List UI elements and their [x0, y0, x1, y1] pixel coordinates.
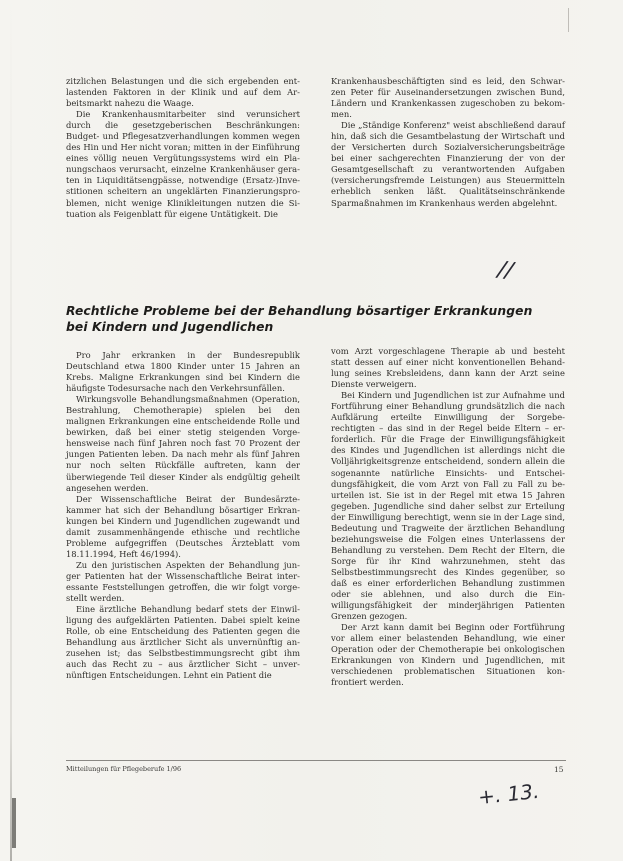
heading-line-2: bei Kindern und Jugendlichen	[66, 320, 274, 334]
top-right-column	[331, 76, 565, 209]
paragraph: Der Wissenschaftliche Beirat der Bundesärztekammer hat sich der Behandlung bösartiger Erkrankungen bei Kindern und Jugendlichen zugewandt und damit zusammenhängende ethische und rechtliche Probleme aufgegriffen (Deutsches Ärzteblatt vom 18.11.1994, Heft 46/1994).	[66, 493, 300, 559]
bottom-right-column	[331, 346, 565, 688]
paragraph: vom Arzt vorgeschlagene Therapie ab und besteht statt dessen auf einer nicht konventionellen Behandlung seines Krebsleidens, dann kann der Arzt seine Dienste verweigern.	[331, 346, 565, 390]
scan-corner-mark	[12, 798, 16, 848]
paragraph: Die Krankenhausmitarbeiter sind verunsichert durch die gesetzgeberischen Beschränkungen: Budget- und Pflegesatzverhandlungen kommen wegen des Hin und Her nicht voran; mitten in der Einführung eines völlig neuen Vergütungssystems wird ein Planungschaos verursacht, einzelne Krankenhäuser geraten in Liquiditätsengpässe, notwendige (Ersatz-)Investitionen scheitern an ungeklärten Finanzierungsproblemen, nicht wenige Klinikleitungen nutzen die Situation als Feigenblatt für eigene Untätigkeit. Die	[66, 109, 300, 219]
scan-top-mark	[568, 8, 569, 32]
scan-shadow	[10, 0, 12, 861]
handwritten-page-ref: +. 13.	[476, 778, 541, 810]
bottom-left-column	[66, 350, 300, 681]
paragraph: Wirkungsvolle Behandlungsmaßnahmen (Operation, Bestrahlung, Chemotherapie) spielen bei den malignen Erkrankungen eine entscheidende Rolle und bewirken, daß bei einer stetig steigenden Vorgehensweise nach fünf Jahren noch fast 70 Prozent der jungen Patienten leben. Da nach mehr als fünf Jahren nur noch selten Rückfälle auftreten, kann der überwiegende Teil dieser Kinder als endgültig geheilt angesehen werden.	[66, 394, 300, 493]
footer-divider	[66, 760, 566, 761]
paragraph: Der Arzt kann damit bei Beginn oder Fortführung vor allem einer belastenden Behandlung, wie einer Operation oder der Chemotherapie bei onkologischen Erkrankungen von Kindern und Jugendlichen, mit verschiedenen problematischen Situationen konfrontiert werden.	[331, 622, 565, 688]
handwritten-mark: //	[496, 257, 515, 284]
paragraph: Die „Ständige Konferenz" weist abschließend darauf hin, daß sich die Gesamtbelastung der Wirtschaft und der Versicherten durch Sozialversicherungsbeiträge bei einer sachgerechten Finanzierung der von der Gesamtgesellschaft zu verantwortenden Aufgaben (versicherungsfremde Leistungen) aus Steuermitteln erheblich senken läßt. Qualitätseinschränkende Sparmaßnahmen im Krankenhaus werden abgelehnt.	[331, 120, 565, 208]
top-left-column	[66, 76, 300, 220]
page-number: 15	[554, 765, 564, 774]
paragraph: zitzlichen Belastungen und die sich ergebenden entlastenden Faktoren in der Klinik und auf dem Arbeitsmarkt nahezu die Waage.	[66, 76, 300, 109]
paragraph: Zu den juristischen Aspekten der Behandlung junger Patienten hat der Wissenschaftliche Beirat interessante Feststellungen getroffen, die wir folgt vorgestellt werden.	[66, 559, 300, 604]
paragraph: Bei Kindern und Jugendlichen ist zur Aufnahme und Fortführung einer Behandlung grundsätzlich die nach Aufklärung erteilte Einwilligung der Sorgeberechtigten – das sind in der Regel beide Eltern – erforderlich. Für die Frage der Einwilligungsfähigkeit des Kindes und Jugendlichen ist allerdings nicht die Volljährigkeitsgrenze entscheidend, sondern allein die sogenannte natürliche Einsichts- und Entscheidungsfähigkeit, die vom Arzt von Fall zu Fall zu beurteilen ist. Sie ist in der Regel mit etwa 15 Jahren gegeben. Jugendliche sind daher selbst zur Erteilung der Einwilligung berechtigt, wenn sie in der Lage sind, Bedeutung und Tragweite der ärztlichen Behandlung beziehungsweise die Folgen eines Unterlassens der Behandlung zu verstehen. Dem Recht der Eltern, die Sorge für ihr Kind wahrzunehmen, steht das Selbstbestimmungsrecht des Kindes gegenüber, so daß es einer erforderlichen Behandlung zustimmen oder sie ablehnen, und also durch die Einwilligungsfähigkeit der minderjährigen Patienten Grenzen gezogen.	[331, 390, 565, 622]
heading-line-1: Rechtliche Probleme bei der Behandlung bösartiger Erkrankungen	[66, 304, 533, 318]
footer-journal: Mitteilungen für Pflegeberufe 1/96	[66, 765, 182, 773]
paragraph: Krankenhausbeschäftigten sind es leid, den Schwarzen Peter für Auseinandersetzungen zwischen Bund, Ländern und Krankenkassen zugeschoben zu bekommen.	[331, 76, 565, 120]
paragraph: Pro Jahr erkranken in der Bundesrepublik Deutschland etwa 1800 Kinder unter 15 Jahren an Krebs. Maligne Erkrankungen sind bei Kindern die häufigste Todesursache nach den Verkehrsunfällen.	[66, 350, 300, 394]
paragraph: Eine ärztliche Behandlung bedarf stets der Einwilligung des aufgeklärten Patienten. Dabei spielt keine Rolle, ob eine Entscheidung des Patienten gegen die Behandlung aus ärztlicher Sicht als unvernünftig anzusehen ist; das Selbstbestimmungsrecht gibt ihm auch das Recht zu – aus ärztlicher Sicht – unvernünftigen Entscheidungen. Lehnt ein Patient die	[66, 604, 300, 681]
section-heading	[66, 303, 546, 335]
